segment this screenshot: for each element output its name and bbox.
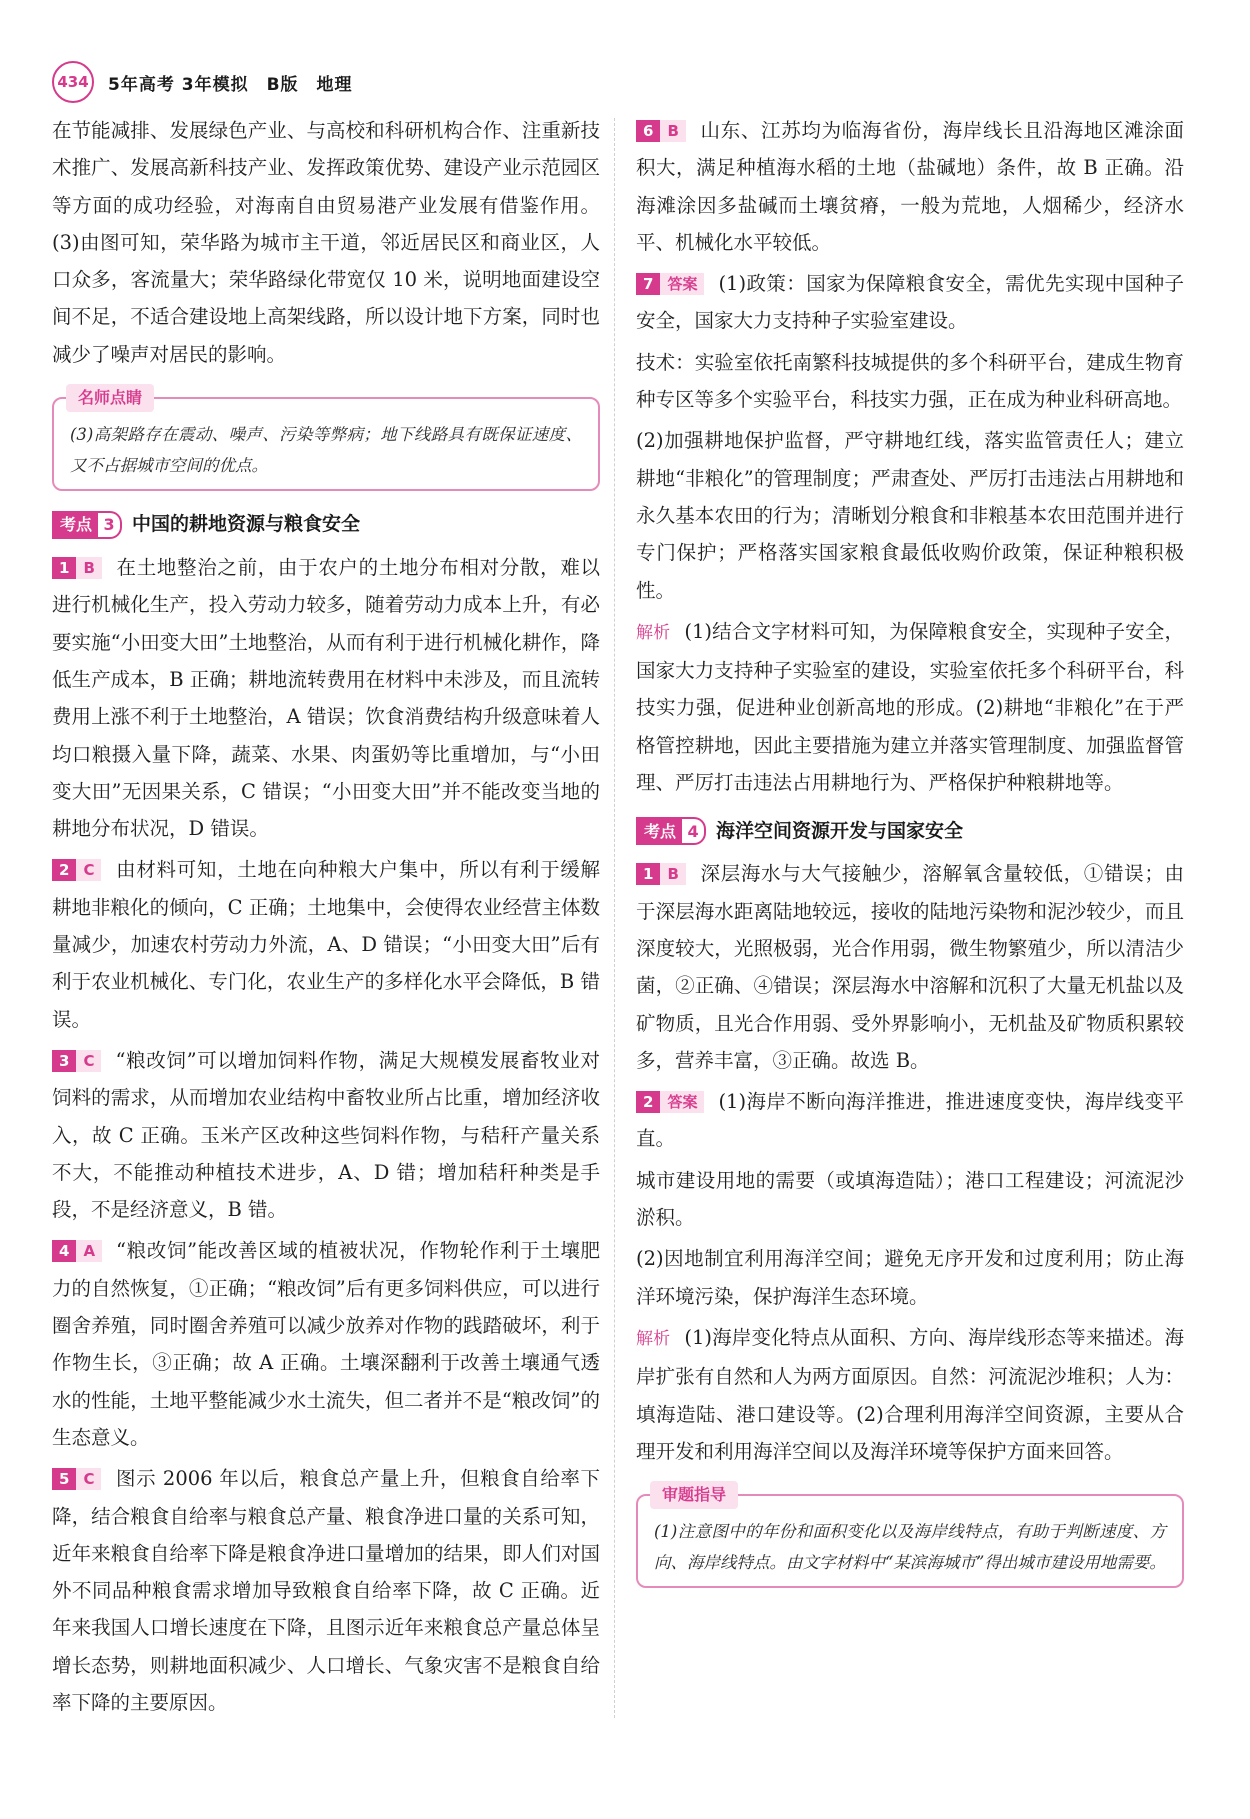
analysis-text: (1)海岸变化特点从面积、方向、海岸线形态等来描述。海岸扩张有自然和人为两方面原因。自然：河流泥沙堆积；人为：填海造陆、港口建设等。(2)合理利用海洋空间资源，主要从合理开发和利用海洋空间以及海洋环境等保护方面来回答。 [636,1325,1185,1463]
guide-label: 审题指导 [650,1481,738,1509]
answer-item [52,1232,600,1456]
tip-label: 名师点睛 [66,384,154,412]
question-tag: 2 答案 [636,1091,704,1113]
right-column [636,112,1184,1606]
answer-item [636,855,1184,1079]
tip-box [52,388,600,491]
answer-item [52,1460,600,1721]
answer-text: 深层海水与大气接触少，溶解氧含量较低，①错误；由于深层海水距离陆地较远，接收的陆地污染物和泥沙较少，而且深度较大，光照极弱，光合作用弱，微生物繁殖少，所以清洁少菌，②正确、④错误；深层海水中溶解和沉积了大量无机盐以及矿物质，且光合作用弱、受外界影响小，无机盐及矿物质积累较多，营养丰富，③正确。故选 B。 [636,862,1184,1072]
question-tag: 7 答案 [636,273,704,295]
answer-paragraph: 城市建设用地的需要（或填海造陆）；港口工程建设；河流泥沙淤积。 [636,1168,1184,1230]
question-tag: 6 B [636,120,686,142]
section-number: 3 [98,511,122,539]
answer-item [52,549,600,847]
guide-box [636,1485,1184,1588]
analysis-paragraph [636,1319,1184,1470]
section-number: 4 [682,817,706,845]
book-title: 5年高考 3年模拟 B版 地理 [108,74,353,95]
question-tag: 5 C [52,1468,101,1490]
answer-item [636,1083,1184,1158]
answer-paragraph: (2)加强耕地保护监督，严守耕地红线，落实监管责任人；建立耕地“非粮化”的管理制度；严肃查处、严厉打击违法占用耕地和永久基本农田的行为；清晰划分粮食和非粮基本农田范围并进行专门保护；严格落实国家粮食最低收购价政策，保证种粮积极性。 [636,429,1184,602]
section-heading-4 [636,815,1184,847]
answer-text: (1)海岸不断向海洋推进，推进速度变快，海岸线变平直。 [636,1090,1184,1151]
page-header [52,62,353,102]
answer-item [52,1042,600,1228]
answer-text: “粮改饲”能改善区域的植被状况，作物轮作利于土壤肥力的自然恢复，①正确；“粮改饲”后有更多饲料供应，可以进行圈舍养殖，同时圈舍养殖可以减少放养对作物的践踏破坏，利于作物生长，③正确；故 A 正确。土壤深翻利于改善土壤通气透水的性能，土地平整能减少水土流失，但二者并不是“粮改饲”的生态意义。 [52,1239,600,1449]
question-tag: 1 B [52,557,102,579]
section-badge: 考点 [52,511,98,539]
analysis-paragraph [636,613,1184,801]
answer-item [52,851,600,1037]
question-tag: 1 B [636,863,686,885]
answer-text: 图示 2006 年以后，粮食总产量上升，但粮食自给率下降，结合粮食自给率与粮食总产量、粮食净进口量的关系可知，近年来粮食自给率下降是粮食净进口量增加的结果，即人们对国外不同品种粮食需求增加导致粮食自给率下降，故 C 正确。近年来我国人口增长速度在下降，且图示近年来粮食总产量总体呈增长态势，则耕地面积减少、人口增长、气象灾害不是粮食自给率下降的主要原因。 [52,1467,600,1714]
analysis-label: 解析 [636,622,671,643]
analysis-text: (1)结合文字材料可知，为保障粮食安全，实现种子安全，国家大力支持种子实验室的建设，实验室依托多个科研平台，科技实力强，促进种业创新高地的形成。(2)耕地“非粮化”在于严格管控耕地，因此主要措施为建立并落实管理制度、加强监督管理、严厉打击违法占用耕地行为、严格保护种粮耕地等。 [636,619,1185,795]
answer-text: 由材料可知，土地在向种粮大户集中，所以有利于缓解耕地非粮化的倾向，C 正确；土地集中，会使得农业经营主体数量减少，加速农村劳动力外流，A、D 错误；“小田变大田”后有利于农业机械化、专门化，农业生产的多样化水平会降低，B 错误。 [52,858,600,1031]
analysis-label: 解析 [636,1328,671,1349]
answer-paragraph: (2)因地制宜利用海洋空间；避免无序开发和过度利用；防止海洋环境污染，保护海洋生态环境。 [636,1247,1184,1308]
answer-item [636,112,1184,261]
page-number: 434 [52,61,94,103]
answer-item [636,265,1184,340]
guide-text: (1)注意图中的年份和面积变化以及海岸线特点，有助于判断速度、方向、海岸线特点。由文字材料中“某滨海城市”得出城市建设用地需要。 [654,1522,1166,1573]
section-title: 中国的耕地资源与粮食安全 [132,513,361,536]
answer-text: (1)政策：国家为保障粮食安全，需优先实现中国种子安全，国家大力支持种子实验室建设。 [636,272,1184,333]
intro-paragraph: 在节能减排、发展绿色产业、与高校和科研机构合作、注重新技术推广、发展高新科技产业、发挥政策优势、建设产业示范园区等方面的成功经验，对海南自由贸易港产业发展有借鉴作用。(3)由图可知，荣华路为城市主干道，邻近居民区和商业区，人口众多，客流量大；荣华路绿化带宽仅 10 米，说明地面建设空间不足，不适合建设地上高架线路，所以设计地下方案，同时也减少了噪声对居民的影响。 [52,119,600,366]
answer-text: 在土地整治之前，由于农户的土地分布相对分散，难以进行机械化生产，投入劳动力较多，随着劳动力成本上升，有必要实施“小田变大田”土地整治，从而有利于进行机械化耕作，降低生产成本，B 正确；耕地流转费用在材料中未涉及，而且流转费用上涨不利于土地整治，A 错误；饮食消费结构升级意味着人均口粮摄入量下降，蔬菜、水果、肉蛋奶等比重增加，与“小田变大田”无因果关系，C 错误；“小田变大田”并不能改变当地的耕地分布状况，D 错误。 [52,556,600,841]
answer-text: “粮改饲”可以增加饲料作物，满足大规模发展畜牧业对饲料的需求，从而增加农业结构中畜牧业所占比重，增加经济收入，故 C 正确。玉米产区改种这些饲料作物，与秸秆产量关系不大，不能推动种植技术进步，A、D 错；增加秸秆种类是手段，不是经济意义，B 错。 [52,1048,600,1222]
question-tag: 3 C [52,1050,101,1072]
question-tag: 2 C [52,859,101,881]
answer-text: 山东、江苏均为临海省份，海岸线长且沿海地区滩涂面积大，满足种植海水稻的土地（盐碱地）条件，故 B 正确。沿海滩涂因多盐碱而土壤贫瘠，一般为荒地，人烟稀少，经济水平、机械化水平较低。 [636,119,1184,254]
question-tag: 4 A [52,1240,102,1262]
section-badge: 考点 [636,817,682,845]
left-column [52,112,600,1725]
section-heading-3 [52,509,600,541]
answer-paragraph: 技术：实验室依托南繁科技城提供的多个科研平台，建成生物育种专区等多个实验平台，科技实力强，正在成为种业科研高地。 [636,350,1184,412]
column-divider [614,118,615,1718]
section-title: 海洋空间资源开发与国家安全 [716,819,964,842]
tip-text: (3)高架路存在震动、噪声、污染等弊病；地下线路具有既保证速度、又不占据城市空间的优点。 [70,425,582,476]
